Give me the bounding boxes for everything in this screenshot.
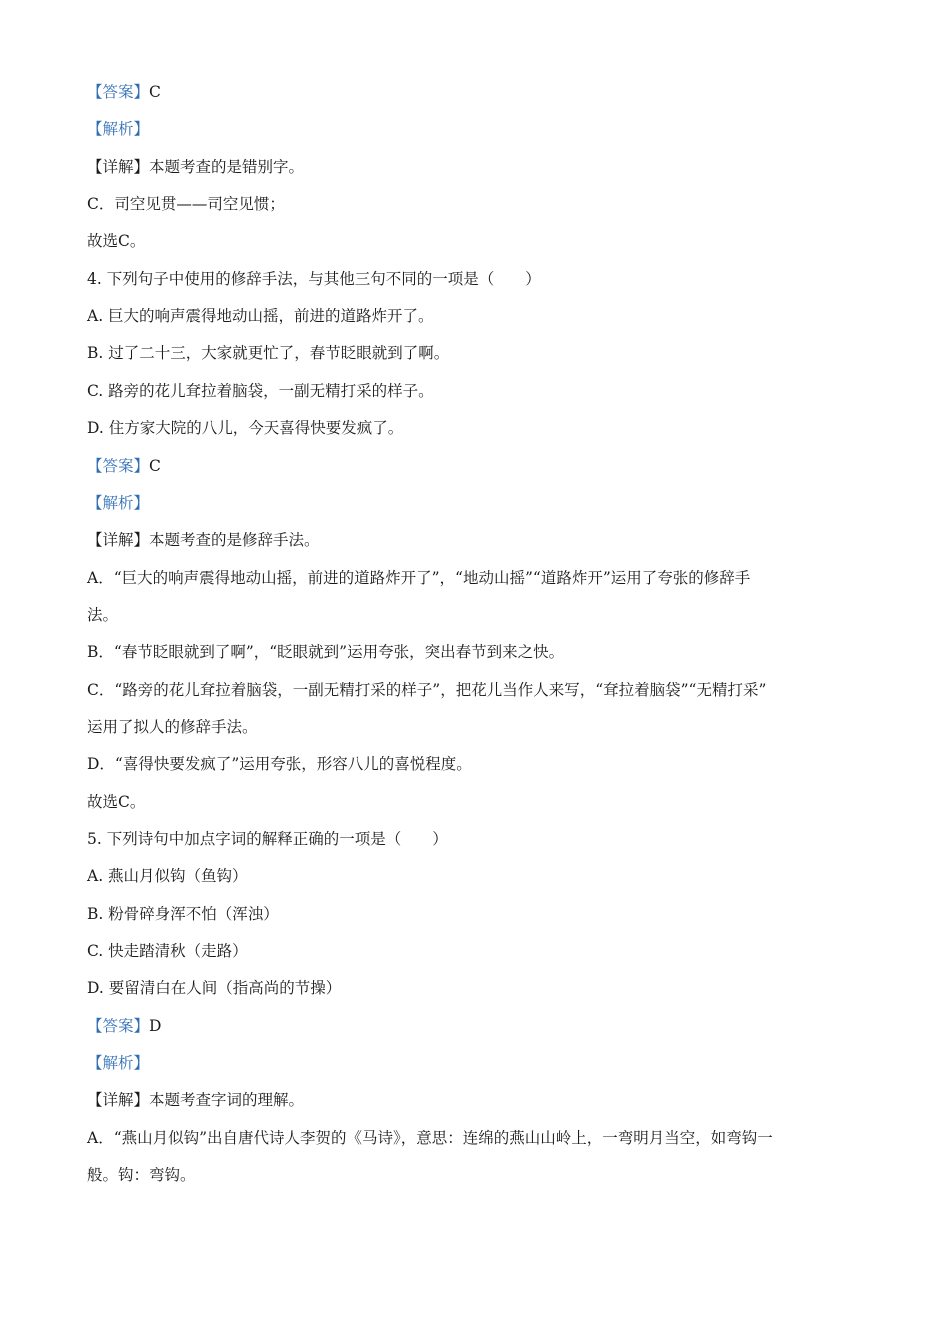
text-line [87,418,403,438]
text-line [87,904,279,924]
text-line [87,1128,773,1148]
line-text: C [149,457,161,475]
text-line [87,941,248,961]
line-text: D. 要留清白在人间（指高尚的节操） [87,979,342,997]
text-line [87,642,564,662]
text-line [87,754,472,774]
text-line [87,381,434,401]
section-tag: 【答案】 [87,1017,150,1035]
line-text: D. 住方家大院的八儿，今天喜得快要发疯了。 [87,419,404,437]
section-tag: 【解析】 [87,120,150,138]
line-text: 【详解】本题考查字词的理解。 [87,1091,305,1109]
text-line [87,157,304,177]
line-text: 般。钩：弯钩。 [87,1166,196,1184]
line-text: A. 燕山月似钩（鱼钩） [87,867,248,885]
line-text: 【详解】本题考查的是修辞手法。 [87,531,320,549]
text-line [87,119,149,139]
line-text: C. 快走踏清秋（走路） [87,942,248,960]
text-line [87,568,750,588]
text-line [87,530,320,550]
section-tag: 【解析】 [87,494,150,512]
text-line [87,792,145,812]
text-line [87,1016,161,1036]
text-line [87,194,285,214]
line-text: B. 过了二十三，大家就更忙了，春节眨眼就到了啊。 [87,344,450,362]
line-text: 故选C。 [87,793,146,811]
text-line [87,866,248,886]
text-line [87,717,258,737]
text-line [87,493,149,513]
section-tag: 【答案】 [87,457,150,475]
line-text: B．“春节眨眼就到了啊”，“眨眼就到”运用夸张，突出春节到来之快。 [87,643,565,661]
section-tag: 【解析】 [87,1054,150,1072]
line-text: A．“巨大的响声震得地动山摇，前进的道路炸开了”，“地动山摇”“道路炸开”运用了夸张的修辞手 [87,569,751,587]
line-text: C [149,83,161,101]
text-line [87,978,341,998]
line-text: 故选C。 [87,232,146,250]
text-line [87,231,145,251]
line-text: 5. 下列诗句中加点字词的解释正确的一项是（ ） [87,830,448,848]
text-line [87,1053,149,1073]
text-line [87,1165,196,1185]
line-text: 4. 下列句子中使用的修辞手法，与其他三句不同的一项是（ ） [87,270,541,288]
line-text: A. 巨大的响声震得地动山摇，前进的道路炸开了。 [87,307,434,325]
line-text: C．“路旁的花儿耷拉着脑袋，一副无精打采的样子”，把花儿当作人来写，“耷拉着脑袋”“无精打采” [87,681,767,699]
line-text: D [149,1017,162,1035]
line-text: C. 路旁的花儿耷拉着脑袋，一副无精打采的样子。 [87,382,434,400]
line-text: A．“燕山月似钩”出自唐代诗人李贺的《马诗》，意思：连绵的燕山山岭上，一弯明月当空，如弯钩一 [87,1129,773,1147]
text-line [87,680,766,700]
line-text: D．“喜得快要发疯了”运用夸张，形容八儿的喜悦程度。 [87,755,472,773]
section-tag: 【答案】 [87,83,150,101]
text-line [87,456,161,476]
text-line [87,343,449,363]
text-line [87,306,434,326]
line-text: 法。 [87,606,119,624]
line-text: C．司空见贯——司空见惯； [87,195,285,213]
line-text: 运用了拟人的修辞手法。 [87,718,258,736]
text-line [87,1090,304,1110]
text-line [87,82,161,102]
line-text: B. 粉骨碎身浑不怕（浑浊） [87,905,279,923]
line-text: 【详解】本题考查的是错别字。 [87,158,305,176]
text-line [87,829,448,849]
text-line [87,605,118,625]
text-line [87,269,541,289]
